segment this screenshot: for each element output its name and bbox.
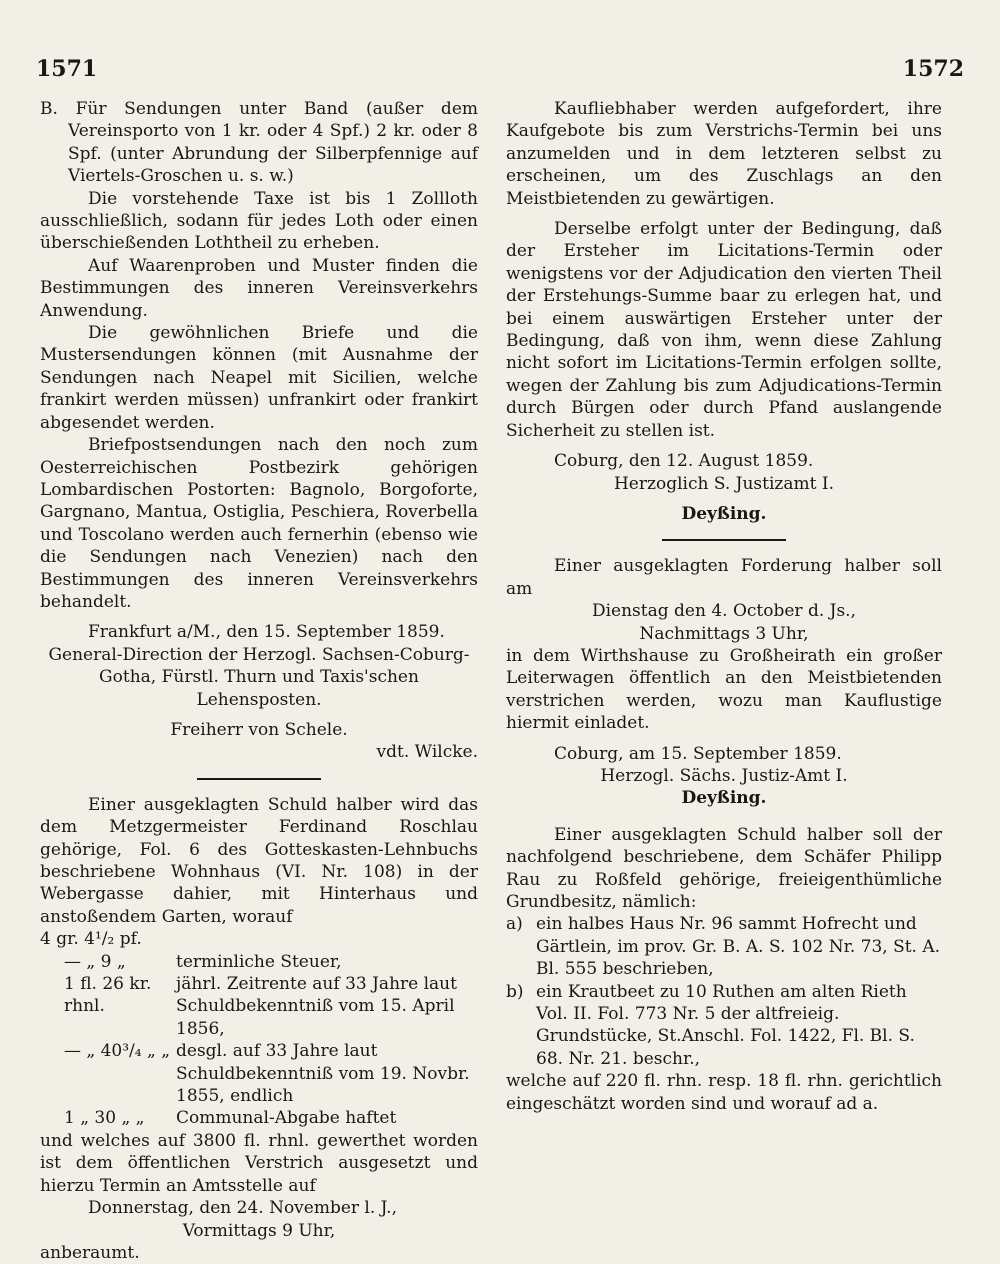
place-date-coburg-september: Coburg, am 15. September 1859. [554,743,842,764]
claim-notice-body: in dem Wirthshause zu Großheirath ein großer Leiterwagen öffentlich an den Meistbietenden verstrichen werden, wozu man Kauflustige hiermit einladet. [506,645,942,734]
condition-paragraph: Derselbe erfolgt unter der Bedingung, daß der Ersteher im Licitations-Termin oder wenigstens vor der Adjudication den vierten Theil der Erstehungs-Summe baar zu erlegen hat, und bei einem auswärtigen Ersteher unter der Bedingung, daß von ihm, wenn diese Zahlung nicht sofort im Licitations-Termin erfolgen sollte, wegen der Zahlung bis zum Adjudications-Termin durch Bürgen oder durch Pfand auslangende Sicherheit zu stellen ist. [506,219,942,441]
valuation-paragraph-rau: welche auf 220 fl. rhn. resp. 18 fl. rhn. gerichtlich eingeschätzt worden sind und worauf ad a. [506,1071,942,1114]
item-text: ein Krautbeet zu 10 Ruthen am alten Rieth Vol. II. Fol. 773 Nr. 5 der altfreieig. Grundstücke, St.Anschl. Fol. 1422, Fl. Bl. S. 68. Nr. 21. beschr., [536,981,915,1069]
page-number-left: 1571 [36,56,98,82]
issuing-office-2: Herzogl. Sächs. Justiz-Amt I. [600,765,848,786]
bidders-paragraph: Kaufliebhaber werden aufgefordert, ihre Kaufgebote bis zum Verstrichs-Termin bei uns anzumelden und in dem letzteren selbst zu erscheinen, um des Zuschlags an den Meistbietenden zu gewärtigen. [506,99,942,209]
debt-notice-rau: Einer ausgeklagten Schuld halber soll der nachfolgend beschriebene, dem Schäfer Philipp Rau zu Roßfeld gehörige, freieigenthümliche Grundbesitz, nämlich: [506,824,942,912]
section-divider [662,539,786,541]
levy-description: terminliche Steuer, [176,951,342,972]
place-date-coburg-august: Coburg, den 12. August 1859. [554,451,814,472]
page-number-right: 1572 [902,56,964,82]
item-marker: b) [506,981,524,1002]
auction-notice-roschlau: Einer ausgeklagten Schuld halber wird das dem Metzgermeister Ferdinand Roschlau gehörige, Fol. 6 des Gotteskasten-Lehnbuchs beschriebene Wohnhaus (VI. Nr. 108) in der Webergasse dahier, mit Hinterhaus und anstoßendem Garten, worauf [40,794,478,927]
letters-paragraph: Die gewöhnlichen Briefe und die Mustersendungen können (mit Ausnahme der Sendungen nach Neapel mit Sicilien, welche frankirt werden müssen) unfrankirt oder frankirt abgesendet werden. [40,323,478,433]
levy-description [160,928,478,950]
valuation-paragraph: und welches auf 3800 fl. rhnl. gewerthet worden ist dem öffentlichen Verstrich ausgesetzt und hierzu Termin an Amtsstelle auf [40,1130,478,1196]
section-divider [197,778,321,780]
left-column [40,98,478,1264]
signature-schele: Freiherr von Schele. [170,719,348,740]
levy-amount: 4 gr. 4¹/₂ pf. [40,929,142,950]
countersignature-wilcke: vdt. Wilcke. [376,742,478,763]
signature-deyssing-2: Deyßing. [681,788,767,809]
place-date-frankfurt: Frankfurt a/M., den 15. September 1859. [88,622,445,643]
postal-rate-paragraph-b: B. Für Sendungen unter Band (außer dem Vereinsporto von 1 kr. oder 4 Spf.) 2 kr. oder 8 Spf. (unter Abrundung der Silberpfennige auf Viertels-Groschen u. s. w.) [40,99,478,187]
claim-notice-date: Dienstag den 4. October d. Js., [591,601,856,622]
levy-amount: — „ 9 „ [64,951,126,972]
auction-time: Vormittags 9 Uhr, [182,1220,336,1241]
closing-word: anberaumt. [40,1242,140,1263]
levy-amount: 1 „ 30 „ „ [64,1108,145,1129]
levy-description: Communal-Abgabe haftet [176,1108,397,1129]
levy-list [40,928,478,1130]
lombardy-paragraph: Briefpostsendungen nach den noch zum Oesterreichischen Postbezirk gehörigen Lombardischen Postorten: Bagnolo, Borgoforte, Gargnano, Mantua, Ostiglia, Peschiera, Roverbella und Toscolano werden auch fernerhin (ebenso wie die Sendungen nach Venezien) nach den Bestimmungen des inneren Vereinsverkehrs behandelt. [40,435,478,612]
levy-description: desgl. auf 33 Jahre laut Schuldbekenntniß vom 19. Novbr. 1855, endlich [176,1041,470,1107]
auction-date: Donnerstag, den 24. November l. J., [88,1198,397,1219]
item-text: ein halbes Haus Nr. 96 sammt Hofrecht und Gärtlein, im prov. Gr. B. A. S. 102 Nr. 73, St. A. Bl. 555 beschrieben, [536,914,941,980]
issuing-office-1: Herzoglich S. Justizamt I. [613,473,834,494]
levy-description: jährl. Zeitrente auf 33 Jahre laut Schuldbekenntniß vom 15. April 1856, [176,974,457,1039]
tax-paragraph: Die vorstehende Taxe ist bis 1 Zollloth ausschließlich, sodann für jedes Loth oder einen überschießenden Loththeil zu erheben. [40,188,478,254]
claim-notice-intro: Einer ausgeklagten Forderung halber soll am [506,556,942,599]
levy-row [40,1040,478,1107]
list-item [506,913,942,980]
levy-row [40,973,478,1040]
issuing-authority: General-Direction der Herzogl. Sachsen-Coburg-Gotha, Fürstl. Thurn und Taxis'schen Lehensposten. [48,644,470,710]
levy-amount: 1 fl. 26 kr. rhnl. [64,974,152,1017]
right-column [506,98,942,1115]
levy-row [40,928,478,950]
levy-row [40,951,478,973]
samples-paragraph: Auf Waarenproben und Muster finden die Bestimmungen des inneren Vereinsverkehrs Anwendung. [40,255,478,321]
signature-deyssing-1: Deyßing. [681,503,767,524]
item-marker: a) [506,914,523,935]
levy-row [40,1107,478,1129]
list-item [506,981,942,1071]
levy-amount: — „ 40³/₄ „ „ [64,1041,171,1062]
claim-notice-time: Nachmittags 3 Uhr, [639,623,809,644]
